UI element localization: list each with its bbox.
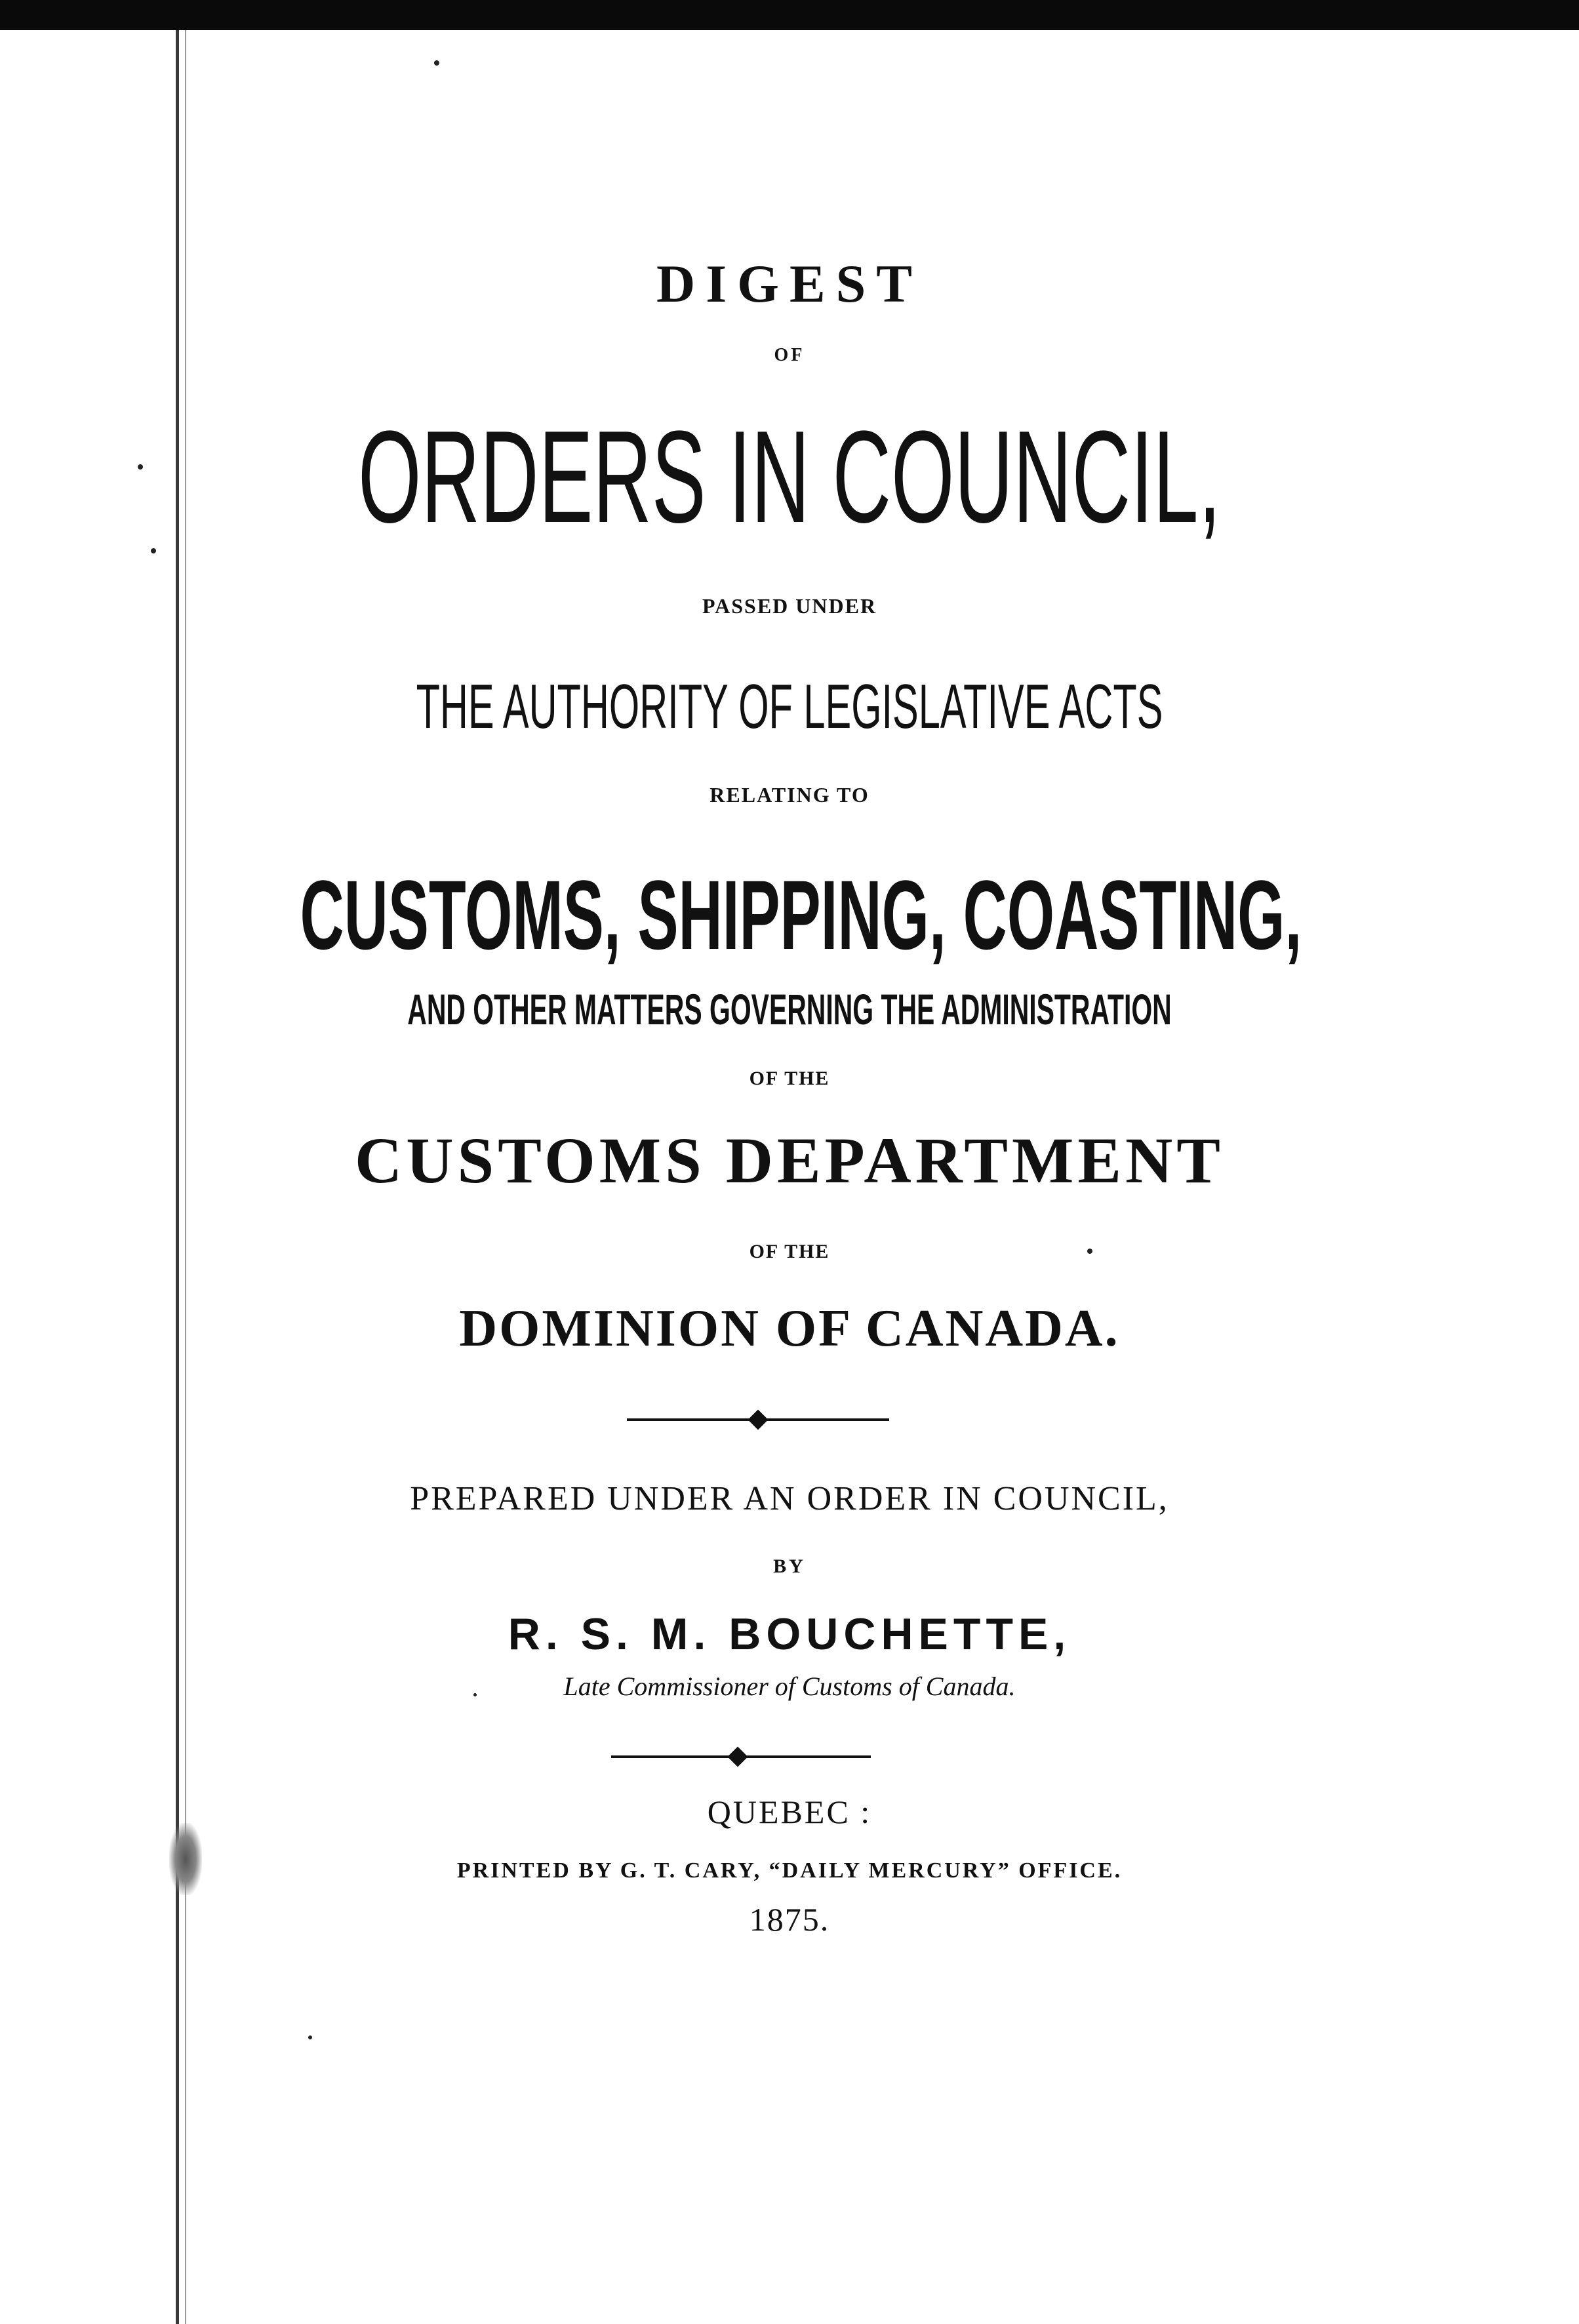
author-name: R. S. M. BOUCHETTE, — [508, 1609, 1071, 1659]
speck — [434, 60, 439, 66]
title-customs-department: CUSTOMS DEPARTMENT — [355, 1124, 1224, 1197]
title-of-the-2: OF THE — [749, 1241, 830, 1262]
ink-blot — [169, 1823, 202, 1895]
by-label: BY — [773, 1555, 806, 1577]
prepared-under: PREPARED UNDER AN ORDER IN COUNCIL, — [410, 1480, 1169, 1517]
title-of: OF — [774, 345, 805, 365]
title-authority: THE AUTHORITY OF LEGISLATIVE ACTS — [416, 671, 1163, 742]
title-other-matters: AND OTHER MATTERS GOVERNING THE ADMINISTRATION — [407, 985, 1172, 1033]
title-of-the-1: OF THE — [749, 1068, 830, 1089]
author-title: Late Commissioner of Customs of Canada. — [563, 1672, 1016, 1701]
ornamental-rule-1-diamond — [748, 1409, 768, 1430]
title-digest: DIGEST — [656, 254, 923, 313]
imprint-year: 1875. — [749, 1901, 830, 1938]
ornamental-rule-2-diamond — [727, 1746, 748, 1767]
scan-border-top — [0, 0, 1579, 30]
speck — [308, 2035, 312, 2039]
speck — [138, 464, 143, 470]
title-customs-shipping-coasting: CUSTOMS, SHIPPING, COASTING, — [300, 860, 1302, 970]
speck — [151, 548, 156, 553]
title-dominion-of-canada: DOMINION OF CANADA. — [459, 1300, 1120, 1357]
title-relating-to: RELATING TO — [710, 783, 869, 807]
title-passed-under: PASSED UNDER — [702, 594, 877, 618]
title-orders-in-council: ORDERS IN COUNCIL, — [358, 404, 1221, 550]
imprint-place: QUEBEC : — [707, 1793, 872, 1830]
imprint-printer: PRINTED BY G. T. CARY, “DAILY MERCURY” OFFICE. — [456, 1858, 1123, 1883]
